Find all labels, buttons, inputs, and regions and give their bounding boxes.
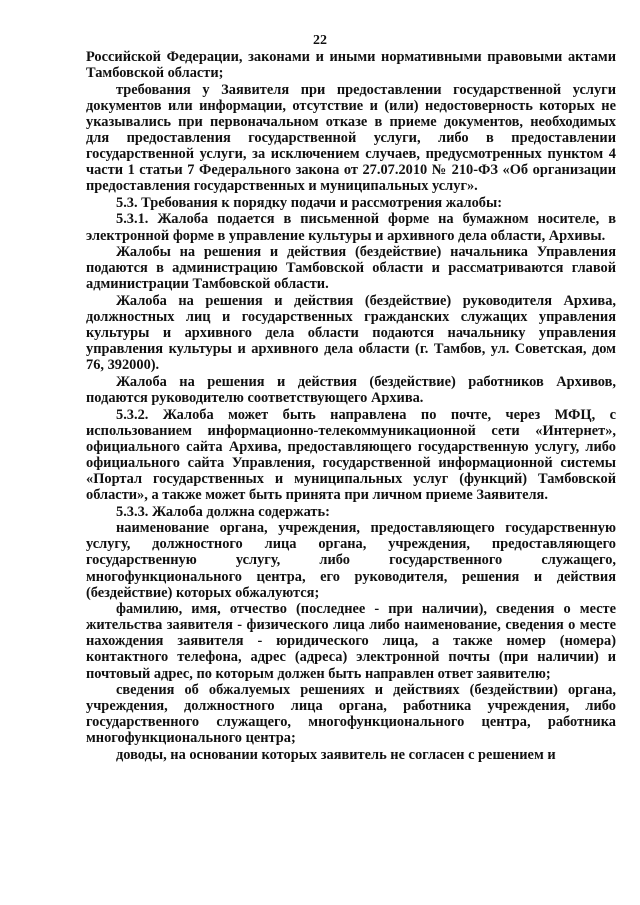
paragraph: Жалобы на решения и действия (бездействие) начальника Управления подаются в администрацию Тамбовской области и рассматриваются главой администрации Тамбовской области. [86,244,616,293]
paragraph: Жалоба на решения и действия (бездействие) руководителя Архива, должностных лиц и государственных гражданских служащих управления культуры и архивного дела области подаются начальнику управления управления культуры и архивного дела области (г. Тамбов, ул. Советская, дом 76, 392000). [86,292,616,374]
paragraph: Жалоба на решения и действия (бездействие) работников Архивов, подаются руководителю соответствующего Архива. [86,373,616,406]
list-item: доводы, на основании которых заявитель не согласен с решением и [116,747,556,764]
paragraph: требования у Заявителя при предоставлении государственной услуги документов или информации, отсутствие и (или) недостоверность которых не указывались при первоначальном отказе в приеме документов, необходимых для предоставления государственной услуги, либо в предоставлении государственной услуги, за исключением случаев, предусмотренных пунктом 4 части 1 статьи 7 Федерального закона от 27.07.2010 № 210-ФЗ «Об организации предоставления государственных и муниципальных услуг». [86,81,616,195]
paragraph: 5.3.2. Жалоба может быть направлена по почте, через МФЦ, с использованием информационно-телекоммуникационной сети «Интернет», официального сайта Архива, предоставляющего государственную услугу, либо официального сайта Управления, государственной информационной системы «Портал государственных и муниципальных услуг (функций) Тамбовской области», а также может быть принята при личном приеме Заявителя. [86,406,616,504]
list-item: сведения об обжалуемых решениях и действиях (бездействии) органа, учреждения, должностного лица органа, работника учреждения, либо государственного служащего, многофункционального центра, работника многофункционального центра; [86,682,616,747]
paragraph: Российской Федерации, законами и иными нормативными правовыми актами Тамбовской области; [86,49,616,82]
list-item: наименование органа, учреждения, предоставляющего государственную услугу, должностного лица органа, учреждения, предоставляющего государственную услугу, либо государственного служащего, многофункционального центра, его руководителя, решения и действия (бездействие) которых обжалуются; [86,520,616,601]
paragraph: 5.3.1. Жалоба подается в письменной форме на бумажном носителе, в электронной форме в управление культуры и архивного дела области, Архивы. [86,211,616,244]
page-number: 22 [313,33,327,48]
section-heading: 5.3.3. Жалоба должна содержать: [116,503,330,520]
document-body [86,49,616,764]
list-item: фамилию, имя, отчество (последнее - при наличии), сведения о месте жительства заявителя - физического лица либо наименование, сведения о месте нахождения заявителя - юридического лица, а также номер (номера) контактного телефона, адрес (адреса) электронной почты (при наличии) и почтовый адрес, по которым должен быть направлен ответ заявителю; [86,601,616,682]
section-heading: 5.3. Требования к порядку подачи и рассмотрения жалобы: [116,194,503,211]
